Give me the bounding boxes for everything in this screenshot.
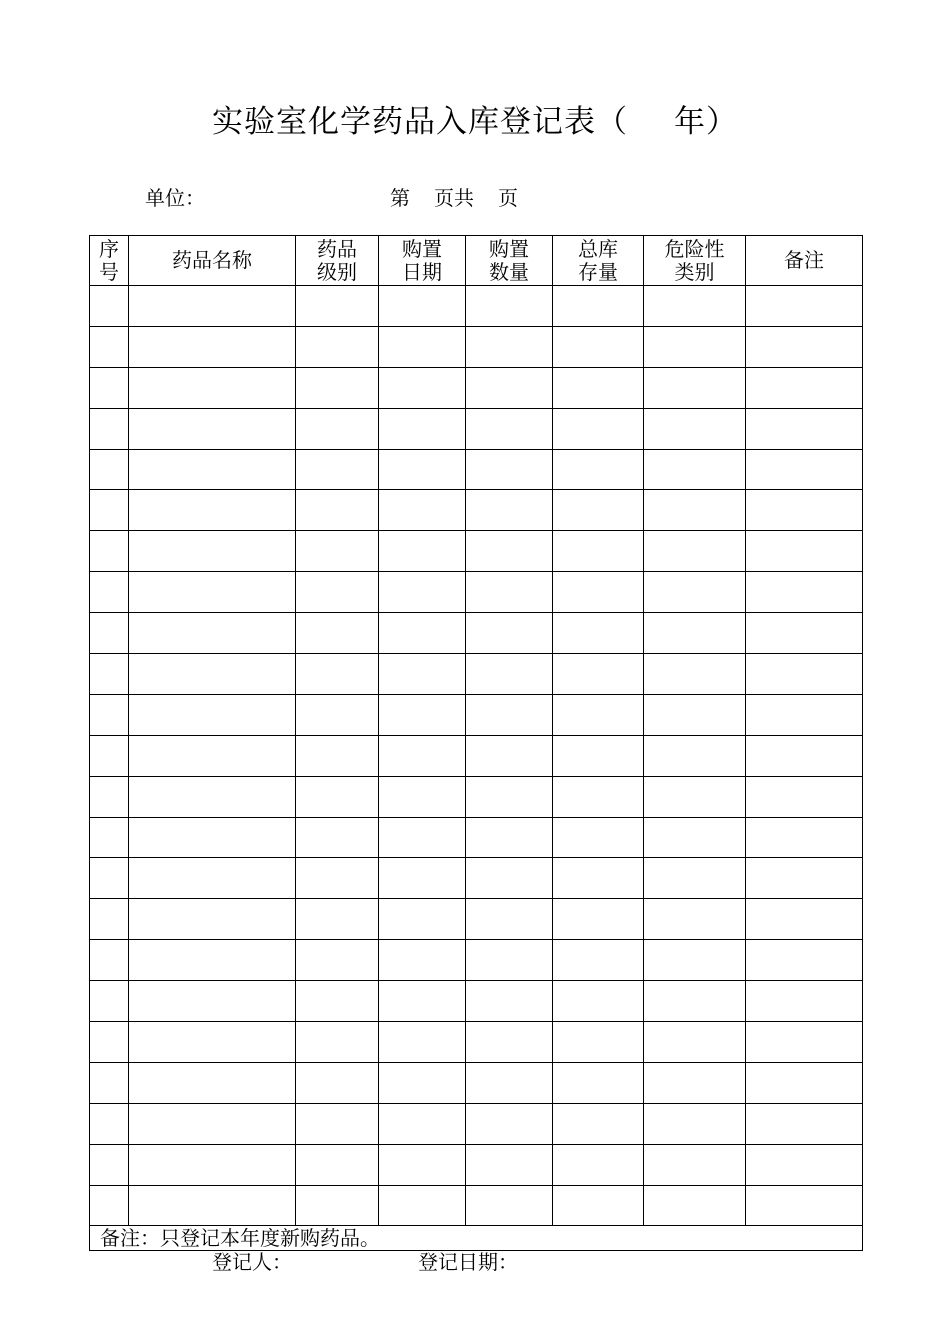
- table-row: [90, 1062, 863, 1103]
- table-row: [90, 940, 863, 981]
- form-title-main: 实验室化学药品入库登记表（: [212, 104, 628, 140]
- remarks-cell[interactable]: [746, 449, 863, 490]
- hazard-cell[interactable]: [644, 449, 746, 490]
- stock-cell[interactable]: [553, 326, 644, 367]
- grade-cell[interactable]: [296, 858, 379, 899]
- serial-cell[interactable]: [90, 899, 129, 940]
- grade-cell[interactable]: [296, 735, 379, 776]
- table-row: [90, 899, 863, 940]
- table-row: [90, 367, 863, 408]
- drug-name-cell[interactable]: [129, 367, 296, 408]
- quantity-cell[interactable]: [466, 940, 553, 981]
- stock-cell[interactable]: [553, 858, 644, 899]
- hazard-cell[interactable]: [644, 531, 746, 572]
- purchase-date-cell[interactable]: [379, 367, 466, 408]
- quantity-cell[interactable]: [466, 367, 553, 408]
- hazard-cell[interactable]: [644, 1103, 746, 1144]
- hazard-cell[interactable]: [644, 613, 746, 654]
- stock-cell[interactable]: [553, 899, 644, 940]
- quantity-cell[interactable]: [466, 408, 553, 449]
- grade-cell[interactable]: [296, 1022, 379, 1063]
- purchase-date-cell[interactable]: [379, 490, 466, 531]
- hazard-cell[interactable]: [644, 408, 746, 449]
- grade-cell[interactable]: [296, 531, 379, 572]
- stock-cell[interactable]: [553, 572, 644, 613]
- quantity-cell[interactable]: [466, 286, 553, 327]
- drug-name-cell[interactable]: [129, 899, 296, 940]
- serial-cell[interactable]: [90, 286, 129, 327]
- grade-cell[interactable]: [296, 408, 379, 449]
- hazard-cell[interactable]: [644, 1185, 746, 1226]
- page-suffix: 页: [498, 186, 518, 210]
- hazard-cell[interactable]: [644, 694, 746, 735]
- registration-date-label: 登记日期：: [418, 1250, 518, 1274]
- quantity-cell[interactable]: [466, 613, 553, 654]
- remarks-cell[interactable]: [746, 286, 863, 327]
- stock-cell[interactable]: [553, 735, 644, 776]
- registration-table: [89, 235, 863, 1251]
- hazard-cell[interactable]: [644, 1062, 746, 1103]
- header-hazard-class: 危险性 类别: [644, 236, 746, 286]
- grade-cell[interactable]: [296, 367, 379, 408]
- stock-cell[interactable]: [553, 1062, 644, 1103]
- remarks-cell[interactable]: [746, 1022, 863, 1063]
- drug-name-cell[interactable]: [129, 572, 296, 613]
- quantity-cell[interactable]: [466, 858, 553, 899]
- purchase-date-cell[interactable]: [379, 449, 466, 490]
- table-row: [90, 572, 863, 613]
- table-row: [90, 694, 863, 735]
- grade-cell[interactable]: [296, 326, 379, 367]
- remarks-cell[interactable]: [746, 694, 863, 735]
- page-prefix: 第: [390, 186, 410, 210]
- serial-cell[interactable]: [90, 449, 129, 490]
- serial-cell[interactable]: [90, 367, 129, 408]
- purchase-date-cell[interactable]: [379, 572, 466, 613]
- stock-cell[interactable]: [553, 654, 644, 695]
- remarks-cell[interactable]: [746, 735, 863, 776]
- serial-cell[interactable]: [90, 817, 129, 858]
- remarks-cell[interactable]: [746, 1062, 863, 1103]
- table-row: [90, 286, 863, 327]
- note-row: [90, 1226, 863, 1251]
- header-total-stock: 总库 存量: [553, 236, 644, 286]
- serial-cell[interactable]: [90, 1062, 129, 1103]
- quantity-cell[interactable]: [466, 654, 553, 695]
- grade-cell[interactable]: [296, 572, 379, 613]
- table-row: [90, 1022, 863, 1063]
- drug-name-cell[interactable]: [129, 817, 296, 858]
- table-row: [90, 776, 863, 817]
- drug-name-cell[interactable]: [129, 1185, 296, 1226]
- drug-name-cell[interactable]: [129, 408, 296, 449]
- grade-cell[interactable]: [296, 1144, 379, 1185]
- serial-cell[interactable]: [90, 776, 129, 817]
- purchase-date-cell[interactable]: [379, 1103, 466, 1144]
- drug-name-cell[interactable]: [129, 286, 296, 327]
- stock-cell[interactable]: [553, 490, 644, 531]
- purchase-date-cell[interactable]: [379, 408, 466, 449]
- drug-name-cell[interactable]: [129, 326, 296, 367]
- serial-cell[interactable]: [90, 981, 129, 1022]
- form-title-year: 年）: [674, 104, 738, 140]
- grade-cell[interactable]: [296, 1103, 379, 1144]
- remarks-cell[interactable]: [746, 1185, 863, 1226]
- page-middle: 页共: [434, 186, 474, 210]
- remarks-cell[interactable]: [746, 940, 863, 981]
- purchase-date-cell[interactable]: [379, 817, 466, 858]
- drug-name-cell[interactable]: [129, 776, 296, 817]
- hazard-cell[interactable]: [644, 1144, 746, 1185]
- serial-cell[interactable]: [90, 490, 129, 531]
- drug-name-cell[interactable]: [129, 981, 296, 1022]
- table-row: [90, 531, 863, 572]
- quantity-cell[interactable]: [466, 981, 553, 1022]
- header-drug-name: 药品名称: [129, 236, 296, 286]
- quantity-cell[interactable]: [466, 531, 553, 572]
- remarks-cell[interactable]: [746, 326, 863, 367]
- quantity-cell[interactable]: [466, 694, 553, 735]
- serial-cell[interactable]: [90, 1144, 129, 1185]
- header-serial: 序 号: [90, 236, 129, 286]
- grade-cell[interactable]: [296, 449, 379, 490]
- quantity-cell[interactable]: [466, 1022, 553, 1063]
- grade-cell[interactable]: [296, 1185, 379, 1226]
- quantity-cell[interactable]: [466, 326, 553, 367]
- stock-cell[interactable]: [553, 940, 644, 981]
- header-purchase-date: 购置 日期: [379, 236, 466, 286]
- serial-cell[interactable]: [90, 613, 129, 654]
- hazard-cell[interactable]: [644, 899, 746, 940]
- page-counter: [390, 184, 518, 212]
- table-header-row: [90, 236, 863, 286]
- table-row: [90, 1185, 863, 1226]
- grade-cell[interactable]: [296, 899, 379, 940]
- stock-cell[interactable]: [553, 1103, 644, 1144]
- table-row: [90, 981, 863, 1022]
- purchase-date-cell[interactable]: [379, 326, 466, 367]
- remarks-cell[interactable]: [746, 613, 863, 654]
- hazard-cell[interactable]: [644, 572, 746, 613]
- hazard-cell[interactable]: [644, 326, 746, 367]
- grade-cell[interactable]: [296, 776, 379, 817]
- remarks-cell[interactable]: [746, 654, 863, 695]
- purchase-date-cell[interactable]: [379, 654, 466, 695]
- quantity-cell[interactable]: [466, 735, 553, 776]
- header-purchase-quantity: 购置 数量: [466, 236, 553, 286]
- purchase-date-cell[interactable]: [379, 1144, 466, 1185]
- stock-cell[interactable]: [553, 408, 644, 449]
- quantity-cell[interactable]: [466, 1103, 553, 1144]
- quantity-cell[interactable]: [466, 490, 553, 531]
- registrar-label: 登记人：: [212, 1250, 292, 1274]
- form-title: [0, 100, 950, 144]
- note-text: 备注：只登记本年度新购药品。: [90, 1226, 863, 1251]
- serial-cell[interactable]: [90, 858, 129, 899]
- quantity-cell[interactable]: [466, 572, 553, 613]
- quantity-cell[interactable]: [466, 1062, 553, 1103]
- remarks-cell[interactable]: [746, 572, 863, 613]
- purchase-date-cell[interactable]: [379, 940, 466, 981]
- hazard-cell[interactable]: [644, 490, 746, 531]
- header-drug-grade: 药品 级别: [296, 236, 379, 286]
- stock-cell[interactable]: [553, 613, 644, 654]
- quantity-cell[interactable]: [466, 449, 553, 490]
- table-body: [90, 286, 863, 1251]
- table-row: [90, 613, 863, 654]
- stock-cell[interactable]: [553, 367, 644, 408]
- remarks-cell[interactable]: [746, 981, 863, 1022]
- remarks-cell[interactable]: [746, 776, 863, 817]
- purchase-date-cell[interactable]: [379, 776, 466, 817]
- serial-cell[interactable]: [90, 1022, 129, 1063]
- remarks-cell[interactable]: [746, 1144, 863, 1185]
- grade-cell[interactable]: [296, 1062, 379, 1103]
- quantity-cell[interactable]: [466, 1144, 553, 1185]
- grade-cell[interactable]: [296, 286, 379, 327]
- hazard-cell[interactable]: [644, 940, 746, 981]
- table-row: [90, 1103, 863, 1144]
- hazard-cell[interactable]: [644, 817, 746, 858]
- stock-cell[interactable]: [553, 286, 644, 327]
- drug-name-cell[interactable]: [129, 613, 296, 654]
- table-row: [90, 449, 863, 490]
- table-row: [90, 490, 863, 531]
- table-row: [90, 817, 863, 858]
- table-row: [90, 326, 863, 367]
- grade-cell[interactable]: [296, 694, 379, 735]
- serial-cell[interactable]: [90, 735, 129, 776]
- grade-cell[interactable]: [296, 817, 379, 858]
- serial-cell[interactable]: [90, 940, 129, 981]
- purchase-date-cell[interactable]: [379, 1185, 466, 1226]
- stock-cell[interactable]: [553, 1144, 644, 1185]
- stock-cell[interactable]: [553, 1185, 644, 1226]
- grade-cell[interactable]: [296, 613, 379, 654]
- stock-cell[interactable]: [553, 449, 644, 490]
- table-row: [90, 1144, 863, 1185]
- serial-cell[interactable]: [90, 1185, 129, 1226]
- hazard-cell[interactable]: [644, 858, 746, 899]
- remarks-cell[interactable]: [746, 367, 863, 408]
- table-row: [90, 654, 863, 695]
- stock-cell[interactable]: [553, 694, 644, 735]
- purchase-date-cell[interactable]: [379, 858, 466, 899]
- purchase-date-cell[interactable]: [379, 694, 466, 735]
- grade-cell[interactable]: [296, 981, 379, 1022]
- purchase-date-cell[interactable]: [379, 286, 466, 327]
- hazard-cell[interactable]: [644, 776, 746, 817]
- remarks-cell[interactable]: [746, 858, 863, 899]
- serial-cell[interactable]: [90, 1103, 129, 1144]
- grade-cell[interactable]: [296, 654, 379, 695]
- hazard-cell[interactable]: [644, 654, 746, 695]
- drug-name-cell[interactable]: [129, 1062, 296, 1103]
- unit-label: 单位：: [145, 186, 205, 210]
- drug-name-cell[interactable]: [129, 531, 296, 572]
- purchase-date-cell[interactable]: [379, 531, 466, 572]
- drug-name-cell[interactable]: [129, 858, 296, 899]
- hazard-cell[interactable]: [644, 981, 746, 1022]
- serial-cell[interactable]: [90, 531, 129, 572]
- purchase-date-cell[interactable]: [379, 981, 466, 1022]
- drug-name-cell[interactable]: [129, 1103, 296, 1144]
- hazard-cell[interactable]: [644, 735, 746, 776]
- drug-name-cell[interactable]: [129, 694, 296, 735]
- quantity-cell[interactable]: [466, 899, 553, 940]
- stock-cell[interactable]: [553, 817, 644, 858]
- drug-name-cell[interactable]: [129, 1144, 296, 1185]
- table-row: [90, 735, 863, 776]
- purchase-date-cell[interactable]: [379, 899, 466, 940]
- drug-name-cell[interactable]: [129, 940, 296, 981]
- quantity-cell[interactable]: [466, 817, 553, 858]
- table-row: [90, 408, 863, 449]
- remarks-cell[interactable]: [746, 490, 863, 531]
- drug-name-cell[interactable]: [129, 735, 296, 776]
- remarks-cell[interactable]: [746, 1103, 863, 1144]
- grade-cell[interactable]: [296, 940, 379, 981]
- remarks-cell[interactable]: [746, 899, 863, 940]
- grade-cell[interactable]: [296, 490, 379, 531]
- purchase-date-cell[interactable]: [379, 613, 466, 654]
- stock-cell[interactable]: [553, 1022, 644, 1063]
- remarks-cell[interactable]: [746, 408, 863, 449]
- quantity-cell[interactable]: [466, 1185, 553, 1226]
- serial-cell[interactable]: [90, 408, 129, 449]
- table-row: [90, 858, 863, 899]
- drug-name-cell[interactable]: [129, 449, 296, 490]
- hazard-cell[interactable]: [644, 286, 746, 327]
- remarks-cell[interactable]: [746, 531, 863, 572]
- stock-cell[interactable]: [553, 531, 644, 572]
- stock-cell[interactable]: [553, 981, 644, 1022]
- drug-name-cell[interactable]: [129, 654, 296, 695]
- remarks-cell[interactable]: [746, 817, 863, 858]
- hazard-cell[interactable]: [644, 1022, 746, 1063]
- purchase-date-cell[interactable]: [379, 1022, 466, 1063]
- purchase-date-cell[interactable]: [379, 735, 466, 776]
- serial-cell[interactable]: [90, 654, 129, 695]
- quantity-cell[interactable]: [466, 776, 553, 817]
- drug-name-cell[interactable]: [129, 1022, 296, 1063]
- serial-cell[interactable]: [90, 326, 129, 367]
- serial-cell[interactable]: [90, 572, 129, 613]
- header-remarks: 备注: [746, 236, 863, 286]
- serial-cell[interactable]: [90, 694, 129, 735]
- stock-cell[interactable]: [553, 776, 644, 817]
- hazard-cell[interactable]: [644, 367, 746, 408]
- drug-name-cell[interactable]: [129, 490, 296, 531]
- purchase-date-cell[interactable]: [379, 1062, 466, 1103]
- unit-line: [145, 184, 205, 212]
